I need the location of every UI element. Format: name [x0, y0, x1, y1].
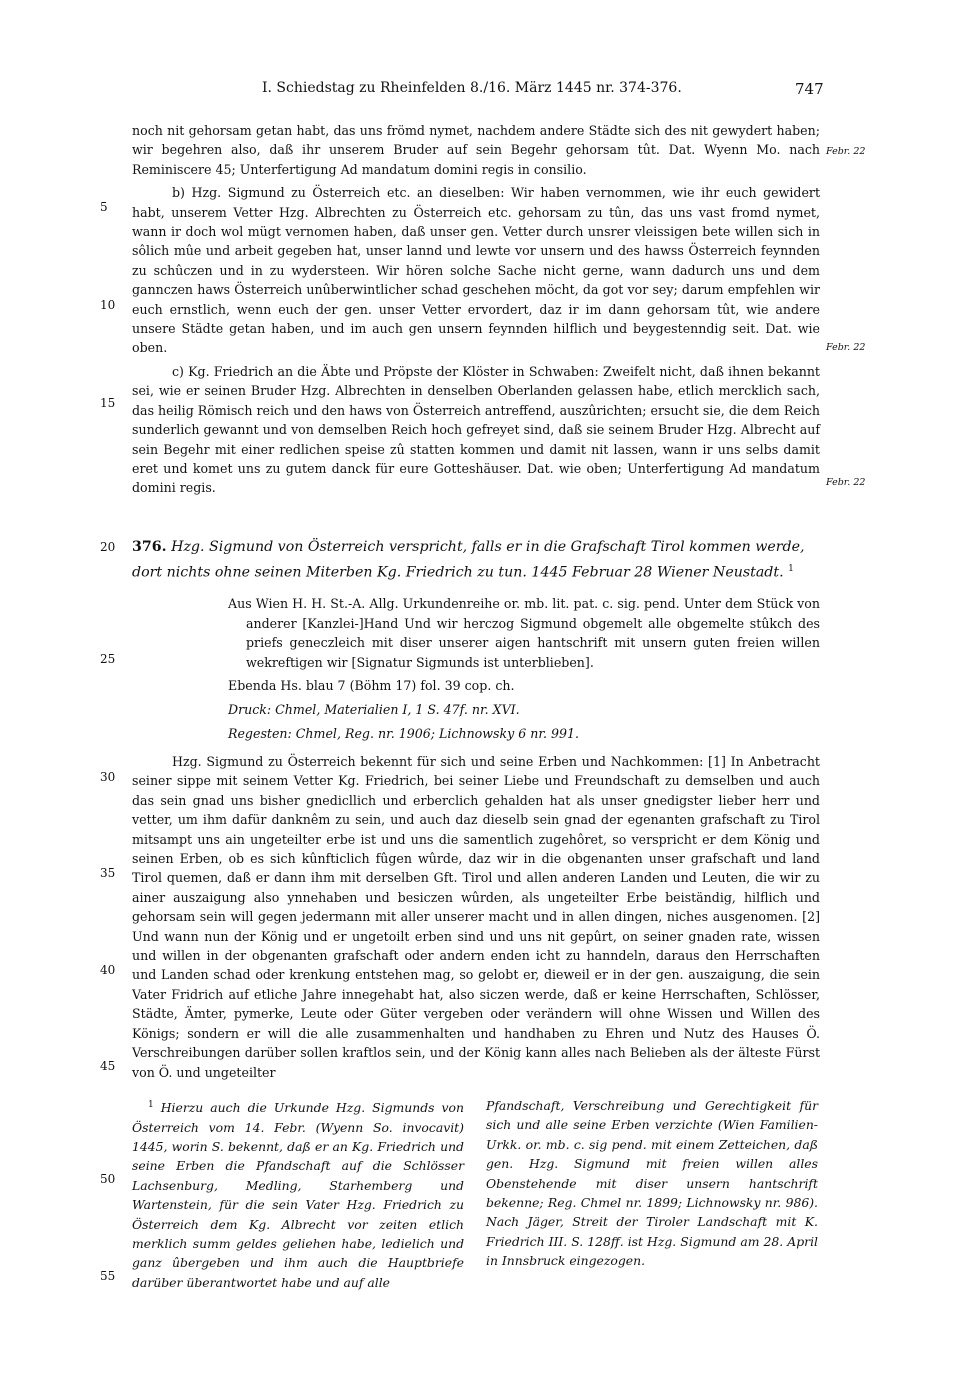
- page-number: 747: [795, 80, 824, 98]
- line-number-55: 55: [100, 1269, 116, 1283]
- line-number-40: 40: [100, 963, 116, 977]
- paragraph-c: c) Kg. Friedrich an die Äbte und Pröpste der Klöster in Schwaben: Zweifelt nicht, daß ihnen bekannt sei, wie er seinen Bruder Hzg. Albrechten in denselben Oberlanden gelassen habe, etlich mercklich sach, das heilig Römisch reich und den haws von Österreich antreffend, auszûrichten; ersucht sie, die dem Reich sunderlich gewannt und von demselben Reich hoch gefreyet sind, daß sie seinem Bruder Hzg. Albrecht auf sein Begehr mit einer redlichen speise zû statten kommen und damit nit lassen, wann ir uns selbs damit eret und komet uns zu gutem danck für eure Gotteshäuser. Dat. wie oben; Unterfertigung Ad mandatum domini regis.: [132, 363, 820, 496]
- continuation-paragraph: noch nit gehorsam getan habt, das uns frömd nymet, nachdem andere Städte sich des nit gewydert haben; wir begehren also, daß ihr unserem Bruder auf sein Begehr gehorsam tût. Dat. Wyenn Mo. nach Reminiscere 45; Unterfertigung Ad mandatum domini regis in consilio.: [132, 123, 820, 177]
- line-number-35: 35: [100, 866, 116, 880]
- line-number-20: 20: [100, 540, 116, 554]
- document-title: Hzg. Sigmund von Österreich verspricht, falls er in die Grafschaft Tirol kommen werde, dort nichts ohne seinen Miterben Kg. Friedrich zu tun. 1445 Februar 28 Wiener Neustadt.: [132, 539, 805, 581]
- document-body: [132, 752, 820, 1082]
- source-archive: Aus Wien H. H. St.-A. Allg. Urkundenreihe or. mb. lit. pat. c. sig. pend. Unter dem Stück von anderer [Kanzlei-]Hand Und wir herczog Sigmund obgemelt alle obgemelte stûkch des priefs geneczleich mit diser unserer aigen hantschrift mit unsern guten freien willen wekreftigen wir [Signatur Sigmunds ist unterblieben].: [228, 596, 820, 670]
- running-title: I. Schiedstag zu Rheinfelden 8./16. März 1445 nr. 374-376.: [262, 80, 682, 96]
- line-number-50: 50: [100, 1172, 116, 1186]
- source-druck: Druck: Chmel, Materialien I, 1 S. 47f. nr. XVI.: [228, 701, 520, 717]
- body-paragraph: Hzg. Sigmund zu Österreich bekennt für sich und seine Erben und Nachkommen: [1] In Anbetracht seiner sippe mit seinem Vetter Kg. Friedrich, bei seiner Liebe und Freundschaft zu demselben und auch das sein gnad uns bisher gnedicllich und erberclich gehalden hat als unser gnedigster lieber herr und vetter, um ihm dafür danknêm zu sein, und auch daz dieselb sein gnad der egenanten grafschaft zu Tirol mitsampt uns ain ungeteilter erbe ist und uns die samentlich zugehôret, so verspricht er dem König und seinen Erben, ob es sich kûnfticlich fûgen wûrde, daz wir in die obgenanten unser grafschaft und land Tirol quemen, daß er dann ihm mit derselben Gft. Tirol und allen anderen Landen und Leuten, die wir zu ainer auszaigung also ynnehaben und besiczen wûrden, als ungeteilter Erbe beiständig, hilflich und gehorsam sein will gegen jedermann mit aller unserer macht und in allen dingen, niches ausgenomen. [2] Und wann nun der König und er ungetoilt erben sind und uns nit gepûrt, on seiner gnaden rate, wissen und willen in der obgenanten grafschaft oder andern enden icht zu hanndeln, daraus den Herrschaften und Landen schad oder krenkung entstehen mag, so gelobt er, dieweil er in der gen. auszaigung, die sein Vater Fridrich auf etliche Jahre innegehabt hat, also siczen werde, daß er keine Herrschaften, Schlösser, Städte, Ämter, pymerke, Leute oder Güter vergeben oder verändern will ohne Wissen und Willen des Königs; sondern er will die alle zusammenhalten und handhaben zu Ehren und Nutz des Hauses Ö. Verschreibungen darüber sollen kraftlos sein, und der König kann alles nach Belieben als der älteste Fürst von Ö. und ungeteilter: [132, 754, 820, 1080]
- top-section: [132, 121, 820, 498]
- line-number-15: 15: [100, 396, 116, 410]
- footnote-marker: 1: [148, 1100, 154, 1110]
- source-ebenda: Ebenda Hs. blau 7 (Böhm 17) fol. 39 cop. ch.: [228, 678, 515, 694]
- margin-date: Febr. 22: [826, 342, 866, 353]
- document-heading: [132, 536, 822, 584]
- footnote-left-column: [132, 1096, 464, 1292]
- footnote-reference: 1: [788, 564, 794, 574]
- source-apparatus: [228, 594, 820, 747]
- source-regesten: Regesten: Chmel, Reg. nr. 1906; Lichnowsky 6 nr. 991.: [228, 725, 580, 741]
- margin-date: Febr. 22: [826, 146, 866, 157]
- line-number-5: 5: [100, 200, 108, 214]
- paragraph-b: b) Hzg. Sigmund zu Österreich etc. an dieselben: Wir haben vernommen, wie ihr euch gewidert habt, unserem Vetter Hzg. Albrechten zu Österreich etc. gehorsam zu tûn, das uns vast fromd nymet, wann ir doch wol mügt vernomen haben, daß unser gen. Vetter durch unsrer vleissigen bete willen sich in sôlich mûe und arbeit gegeben hat, unser lannd und lewte vor unsern und des hawss Österreich feynnden zu schûczen und in zu wydersteen. Wir hören solche Sache nicht gerne, wann dadurch uns und dem gannczen haws Österreich unûberwintlicher schad geschehen möcht, da got vor sey; darum empfehlen wir euch ernstlich, wenn euch der gen. unser Vetter ervordert, daz ir im dann gehorsam tût, wie andere unsere Städte getan haben, und im auch gen unsern feynnden hilflich und beygestenndig seit. Dat. wie oben.: [132, 185, 820, 356]
- document-number: 376.: [132, 539, 167, 555]
- footnote-text-right: Pfandschaft, Verschreibung und Gerechtigkeit für sich und alle seine Erben verzichte (Wien Familien-Urkk. or. mb. c. sig pend. mit einem Zetteichen, daß gen. Hzg. Sigmund mit freien willen alles Obenstehende mit diser unsern hantschrift bekenne; Reg. Chmel nr. 1899; Lichnowsky nr. 986). Nach Jäger, Streit der Tiroler Landschaft mit K. Friedrich III. S. 128ff. ist Hzg. Sigmund am 28. April in Innsbruck eingezogen.: [486, 1098, 818, 1269]
- margin-date: Febr. 22: [826, 477, 866, 488]
- footnote-right-column: [486, 1096, 818, 1271]
- line-number-45: 45: [100, 1059, 116, 1073]
- line-number-10: 10: [100, 298, 116, 312]
- footnote-text-left: Hierzu auch die Urkunde Hzg. Sigmunds von Österreich vom 14. Febr. (Wyenn So. invocavit) 1445, worin S. bekennt, daß er an Kg. Friedrich und seine Erben die Pfandschaft auf die Schlösser Lachsenburg, Medling, Starhemberg und Wartenstein, für die sein Vater Hzg. Friedrich zu Österreich dem Kg. Albrecht vor zeiten etlich merklich summ geldes geliehen habe, ledielich und ganz ûbergeben und ihm auch die Hauptbriefe darüber überantwortet habe und auf alle: [132, 1100, 464, 1290]
- line-number-25: 25: [100, 652, 116, 666]
- line-number-30: 30: [100, 770, 116, 784]
